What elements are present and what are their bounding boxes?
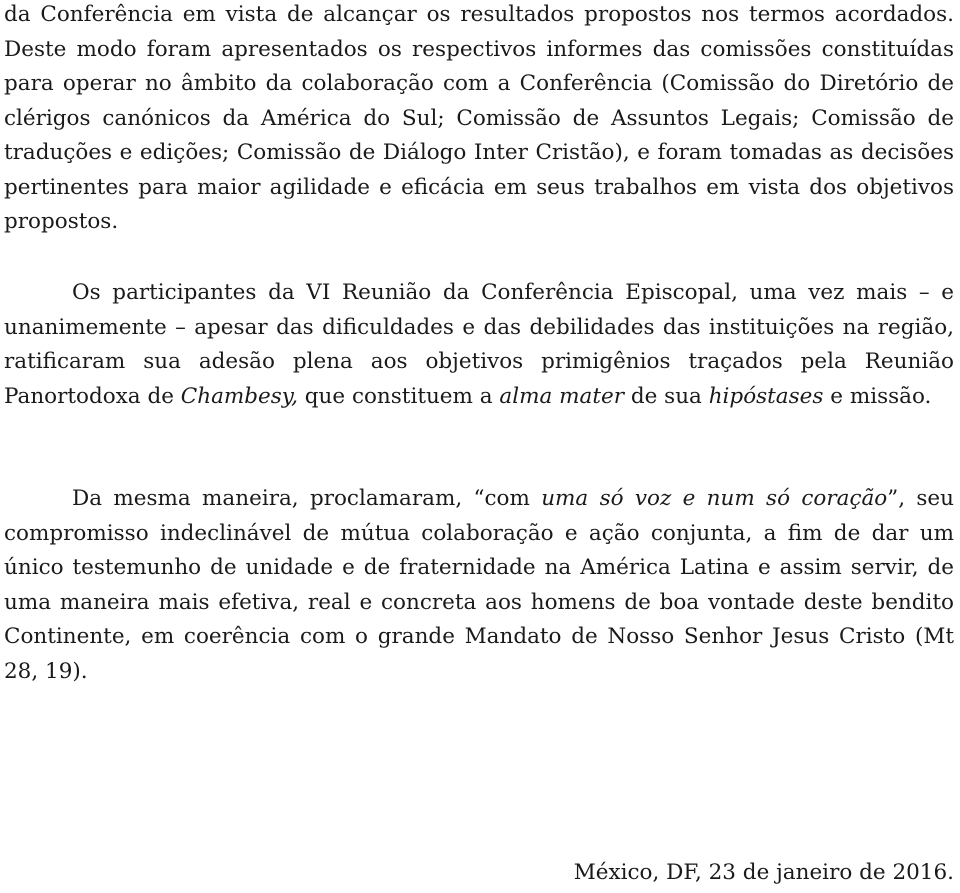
paragraph-participants-text-4: e missão. xyxy=(823,383,932,409)
italic-chambesy: Chambesy, xyxy=(180,383,298,409)
paragraph-participants-text-2: que constituem a xyxy=(297,383,500,409)
paragraph-participants-text-1: Os participantes da VI Reunião da Conferência Episcopal, uma vez mais – e unanimemente – apesar das dificuldades e das debilidades das instituições na região, ratificaram sua adesão plena aos objetivos primigênios traçados pela Reunião Panortodoxa de xyxy=(4,280,954,409)
paragraph-participants xyxy=(4,276,954,414)
paragraph-commitment-text-2: ”, seu compromisso indeclinável de mútua colaboração e ação conjunta, a fim de dar um único testemunho de unidade e de fraternidade na América Latina e assim servir, de uma maneira mais efetiva, real e concreta aos homens de boa vontade deste bendito Continente, em coerência com o grande Mandato de Nosso Senhor Jesus Cristo (Mt 28, 19). xyxy=(4,486,955,684)
place-date-signoff: México, DF, 23 de janeiro de 2016. xyxy=(573,860,954,885)
italic-alma-mater: alma mater xyxy=(499,383,624,409)
italic-one-voice: uma só voz e num só coração xyxy=(541,486,888,511)
paragraph-participants-text-3: de sua xyxy=(624,383,709,409)
paragraph-commissions: da Conferência em vista de alcançar os resultados propostos nos termos acordados. Deste modo foram apresentados os respectivos informes das comissões constituídas para operar no âmbito da colaboração com a Conferência (Comissão do Diretório de clérigos canónicos da América do Sul; Comissão de Assuntos Legais; Comissão de traduções e edições; Comissão de Diálogo Inter Cristão), e foram tomadas as decisões pertinentes para maior agilidade e eficácia em seus trabalhos em vista dos objetivos propostos. xyxy=(4,2,954,234)
paragraph-commitment xyxy=(4,482,954,689)
paragraph-commitment-text-1: Da mesma maneira, proclamaram, “com xyxy=(72,486,542,511)
italic-hipostases: hipóstases xyxy=(708,383,824,409)
